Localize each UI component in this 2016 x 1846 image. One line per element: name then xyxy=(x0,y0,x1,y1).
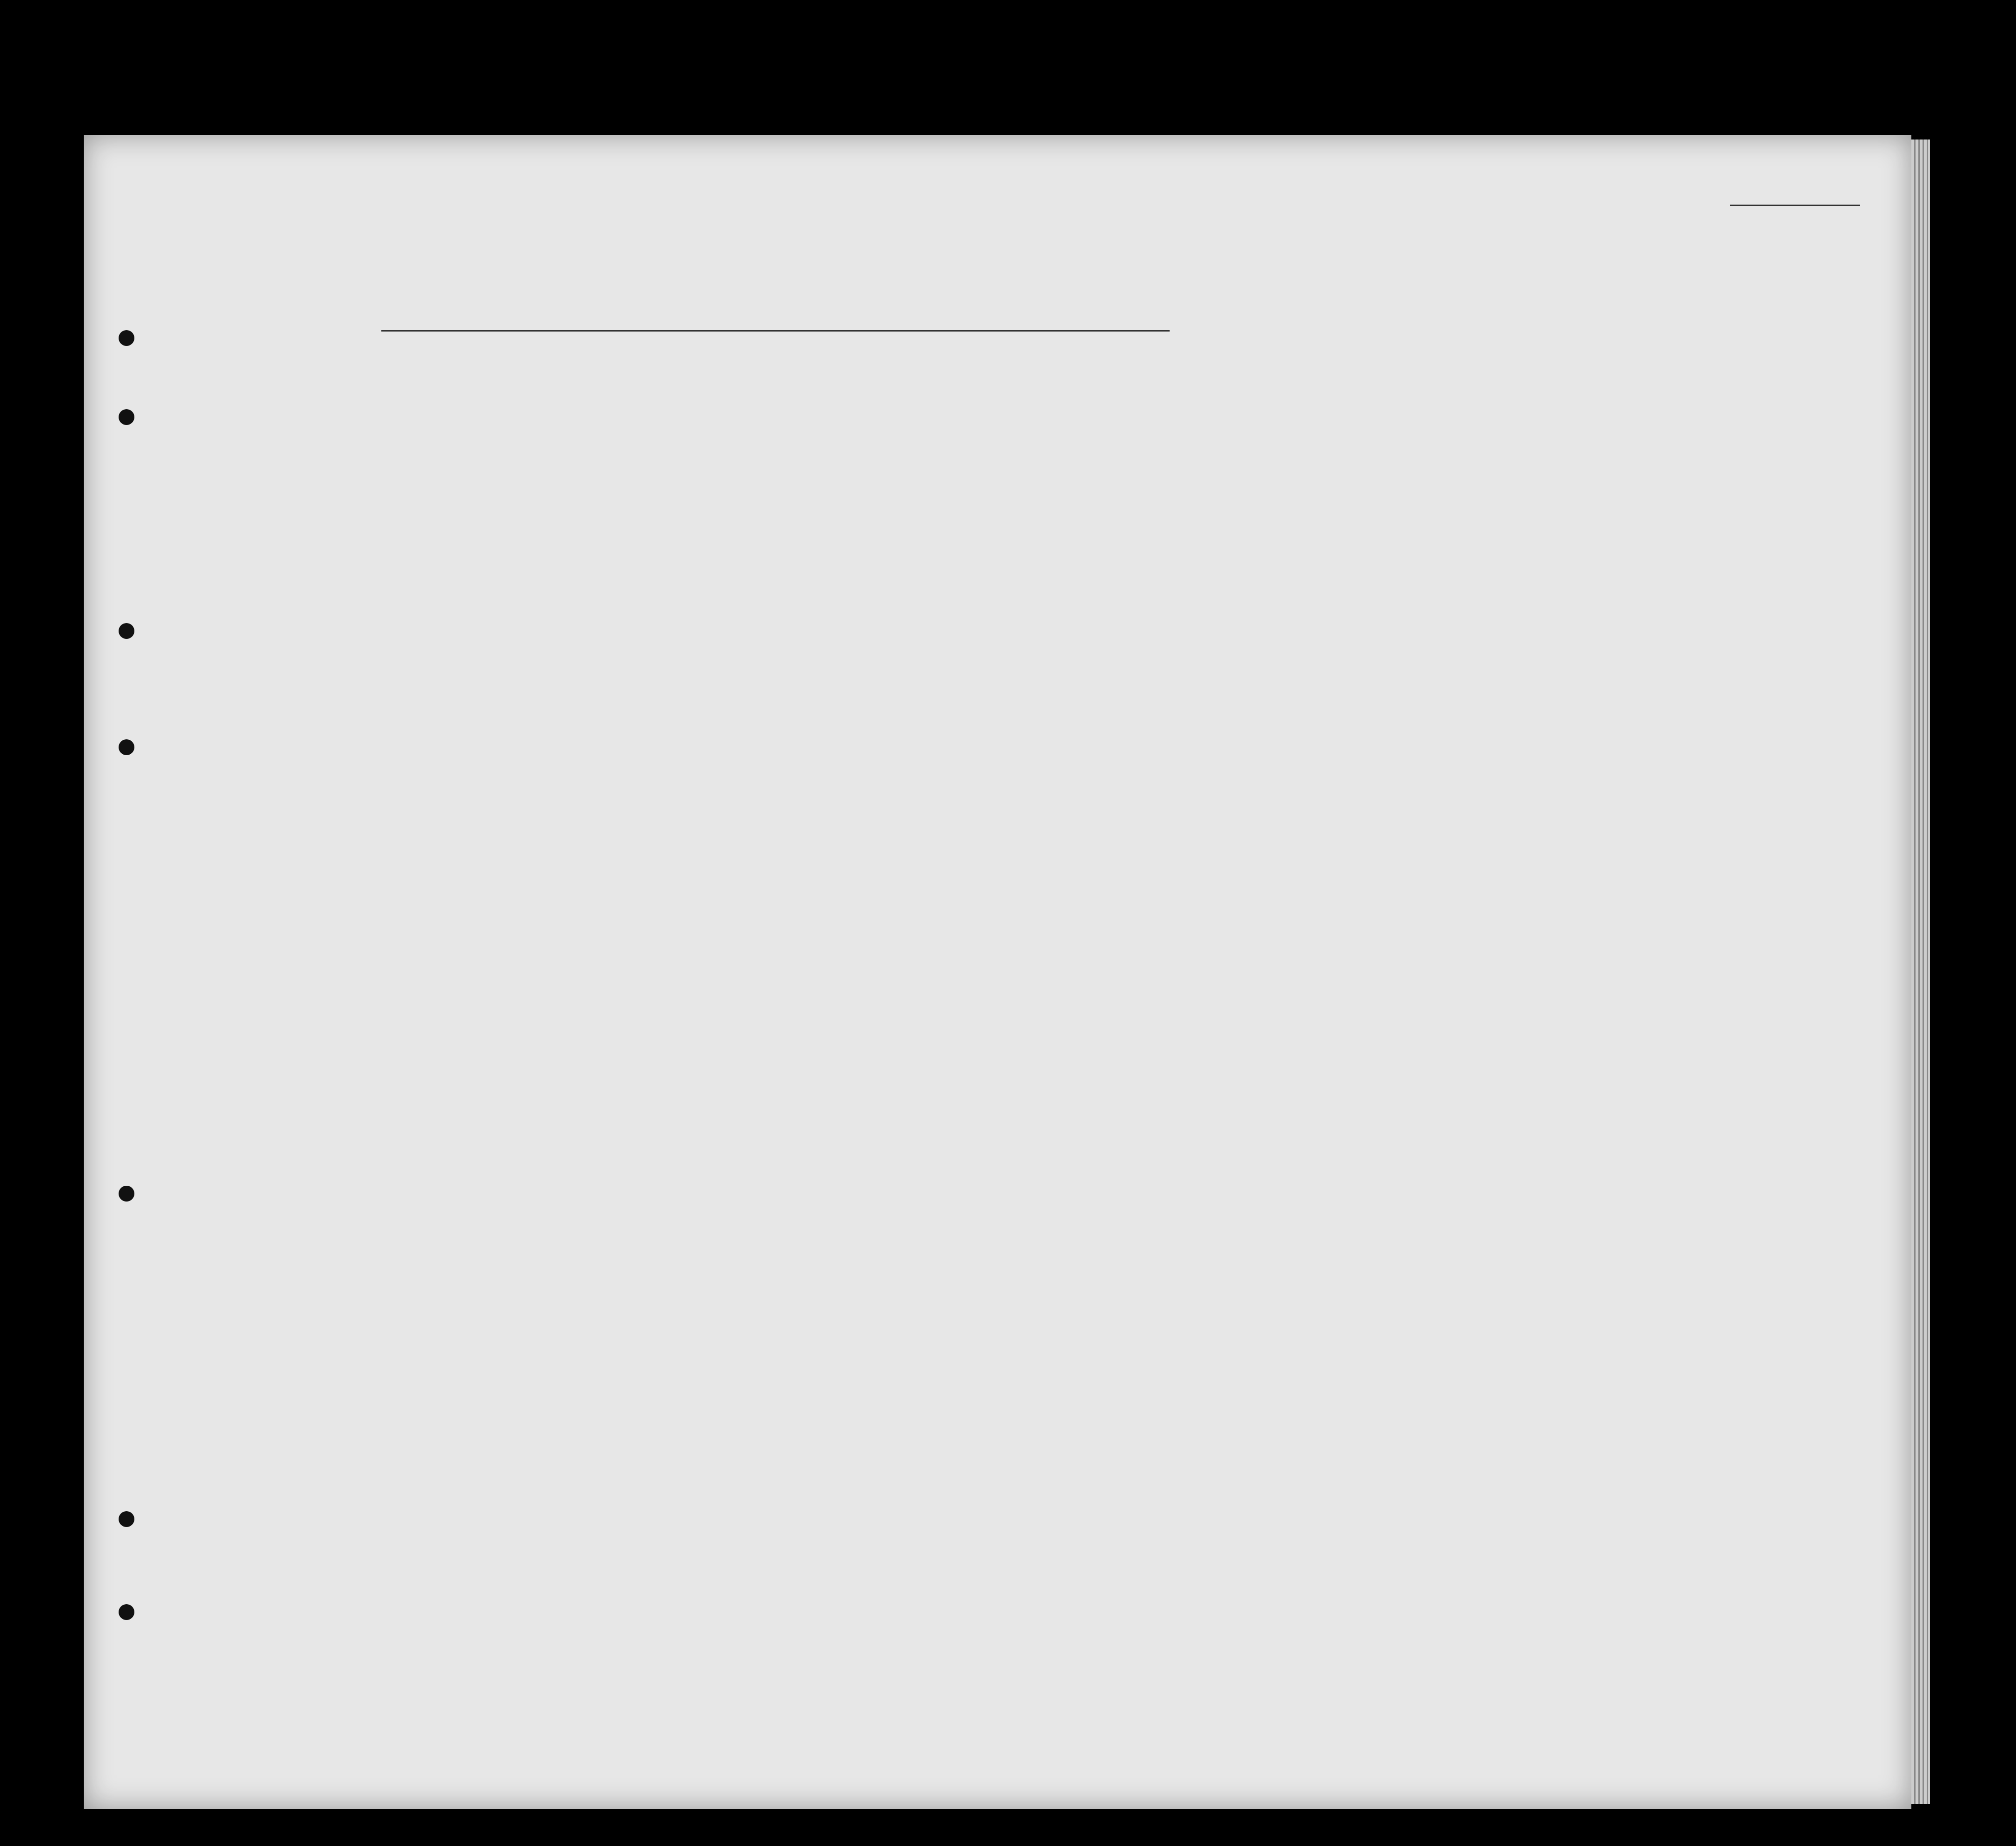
manifest-sheet xyxy=(84,135,1911,1809)
page-edge xyxy=(1911,139,1930,1804)
list-rule xyxy=(1730,205,1860,206)
date-rule xyxy=(872,330,1170,332)
punch-hole xyxy=(119,330,134,346)
manifest-table xyxy=(84,353,1911,1804)
port-rule xyxy=(381,330,928,332)
